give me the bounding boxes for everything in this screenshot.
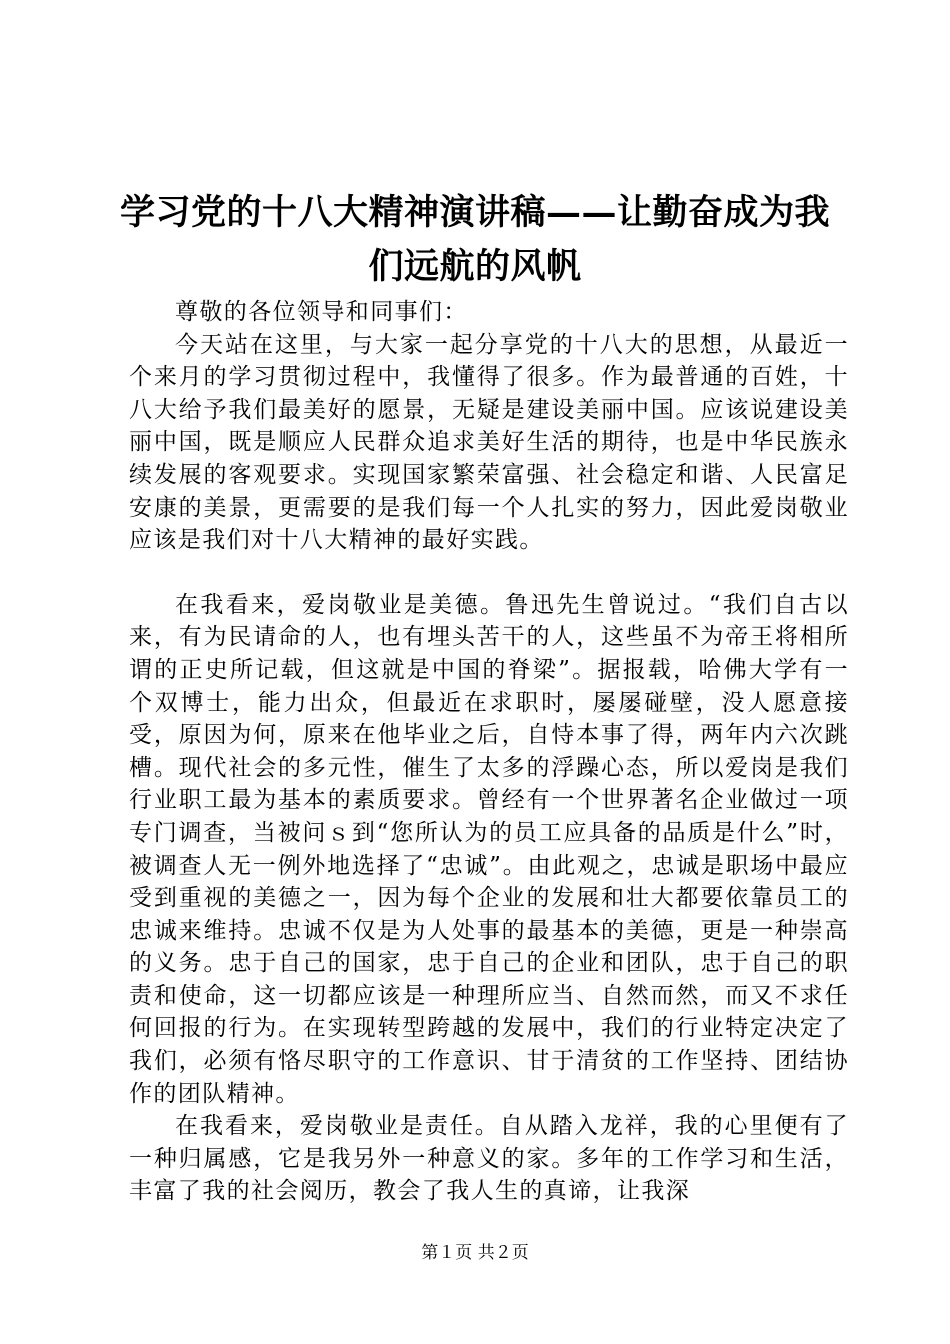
paragraph-1: 今天站在这里，与大家一起分享党的十八大的思想，从最近一个来月的学习贯彻过程中，我懂得了很多。作为最普通的百姓，十八大给予我们最美好的愿景，无疑是建设美丽中国。应该说建设美丽中国，既是顺应人民群众追求美好生活的期待，也是中华民族永续发展的客观要求。实现国家繁荣富强、社会稳定和谐、人民富足安康的美景，更需要的是我们每一个人扎实的努力，因此爱岗敬业应该是我们对十八大精神的最好实践。 <box>129 331 849 554</box>
salutation: 尊敬的各位领导和同事们： <box>175 299 468 325</box>
page-number: 第１页 共２页 <box>421 1243 529 1263</box>
title-line-2: 们远航的风帆 <box>368 246 582 287</box>
document-title <box>100 186 850 294</box>
paragraph-2: 在我看来，爱岗敬业是美德。鲁迅先生曾说过。“我们自古以来，有为民请命的人，也有埋头苦干的人，这些虽不为帝王将相所谓的正史所记载，但这就是中国的脊梁”。据报载，哈佛大学有一个双博士，能力出众，但最近在求职时，屡屡碰壁，没人愿意接受，原因为何，原来在他毕业之后，自恃本事了得，两年内六次跳槽。现代社会的多元性，催生了太多的浮躁心态，所以爱岗是我们行业职工最为基本的素质要求。曾经有一个世界著名企业做过一项专门调查，当被问ｓ到“您所认为的员工应具备的品质是什么”时，被调查人无一例外地选择了“忠诚”。由此观之，忠诚是职场中最应受到重视的美德之一，因为每个企业的发展和壮大都要依靠员工的忠诚来维持。忠诚不仅是为人处事的最基本的美德，更是一种崇高的义务。忠于自己的国家，忠于自己的企业和团队，忠于自己的职责和使命，这一切都应该是一种理所应当、自然而然，而又不求任何回报的行为。在实现转型跨越的发展中，我们的行业特定决定了我们，必须有恪尽职守的工作意识、甘于清贫的工作坚持、团结协作的团队精神。 <box>129 591 849 1107</box>
page-footer <box>0 1241 950 1265</box>
document-body <box>129 296 849 1208</box>
paragraph-3: 在我看来，爱岗敬业是责任。自从踏入龙祥，我的心里便有了一种归属感，它是我另外一种意义的家。多年的工作学习和生活，丰富了我的社会阅历，教会了我人生的真谛，让我深 <box>129 1113 849 1205</box>
title-line-1: 学习党的十八大精神演讲稿——让勤奋成为我 <box>119 192 830 233</box>
